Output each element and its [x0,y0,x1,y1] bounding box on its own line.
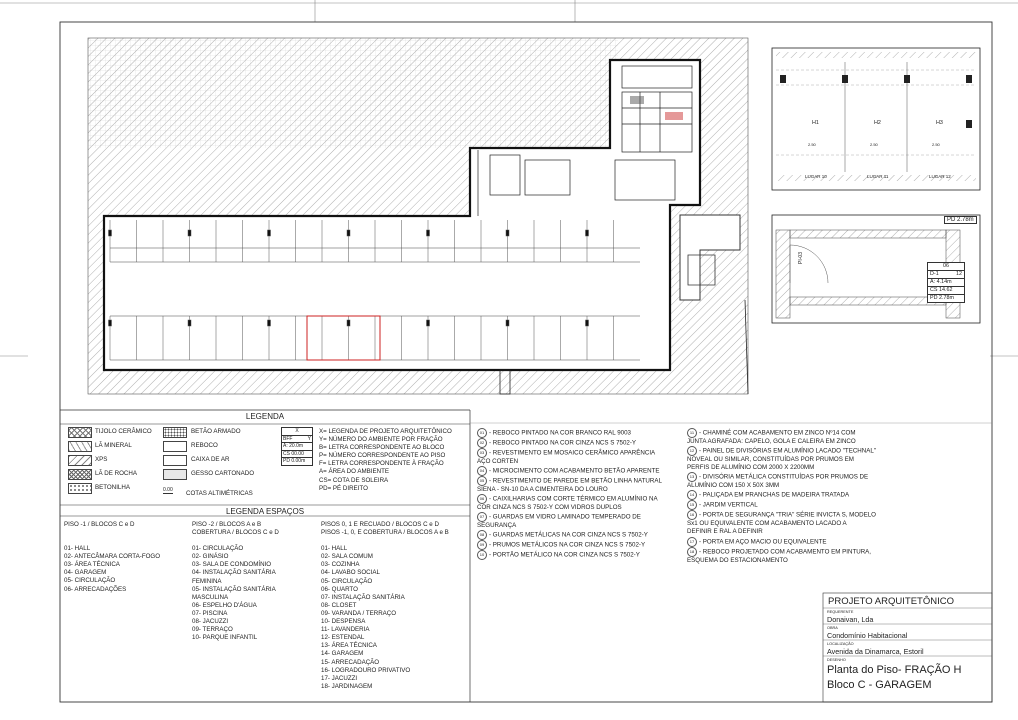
finish-number-icon: 02 [477,438,487,448]
finish-text: - PRUMOS METÁLICOS NA COR CINZA NCS S 7502-Y [489,542,646,550]
finish-text: - CHAMINÉ COM ACABAMENTO EM ZINCO Nº14 COM [699,429,856,437]
tag-b: BFF [283,435,293,442]
space-item: 05- CIRCULAÇÃO [64,577,116,585]
material-label-5: BETÃO ARMADO [191,428,241,435]
tag-cs: CS 00.00 [282,451,312,459]
finish-item [477,540,682,550]
definition-item: F= LETRA CORRESPONDENTE À FRAÇÃO [319,460,444,468]
finish-text: - JARDIM VERTICAL [699,502,758,510]
cota-value: 0.00 [163,487,173,493]
location-name: Avenida da Dinamarca, Estoril [827,647,924,656]
finish-number-icon: 06 [477,494,487,504]
swatch-xps [68,455,92,466]
spot-label-h3: H3 [936,120,943,126]
finish-text-cont: ALUMÍNIO COM 150 X 50X 3MM [687,482,780,490]
space-item: 01- CIRCULAÇÃO [192,545,244,553]
space-item: 15- ARRECADAÇÃO [321,658,380,666]
space-item: 03- SALA DE CONDOMÍNIO [192,561,272,569]
column-mark [188,320,191,326]
finish-text-cont: DEFINIR E RAL A DEFINIR [687,528,763,536]
column-mark [109,230,112,236]
tag-a: A: 20.0m [282,443,312,451]
finish-item [687,428,887,438]
column-mark [586,320,589,326]
finish-item [477,494,682,504]
space-item: 03- COZINHA [321,561,360,569]
definition-item: P= NÚMERO CORRESPONDENTE AO PISO [319,452,446,460]
space-item: 18- JARDINAGEM [321,682,373,690]
space-item: 01- HALL [321,545,348,553]
material-label-7: CAIXA DE AR [191,456,230,463]
space-item: 08- CLOSET [321,601,357,609]
finish-item [477,438,682,448]
finish-item [687,547,887,557]
definition-item: CS= COTA DE SOLEIRA [319,476,389,484]
finish-number-icon: 15 [687,500,697,510]
material-label-2: XPS [95,456,108,463]
finish-number-icon: 03 [477,448,487,458]
definition-item: X= LEGENDA DE PROJETO ARQUITETÔNICO [319,428,452,435]
label-work: OBRA [827,626,838,630]
finish-text: - MICROCIMENTO COM ACABAMENTO BETÃO APARENTE [489,467,660,475]
pd-tag-top: PD 2.78m [944,216,977,224]
material-label-6: REBOCO [191,442,218,449]
door-tag: PI-03 [797,252,804,264]
space-item: 08- JACUZZI [192,618,229,626]
space-item: 16- LOGRADOURO PRIVATIVO [321,666,411,674]
finish-text: - REBOCO PINTADO NA COR BRANCO RAL 9003 [489,429,631,437]
finish-item [477,476,682,486]
swatch-betonilha [68,483,92,494]
finish-text-cont: SIENA - SN-10 DA A CIMENTEIRA DO LOURO [477,486,608,494]
finish-number-icon: 08 [477,530,487,540]
finish-text-cont: SEGURANÇA [477,522,517,530]
swatch-tijolo [68,427,92,438]
finish-text: - PORTÃO METÁLICO NA COR CINZA NCS S 7502-Y [489,552,640,560]
column-mark [427,230,430,236]
finish-text: - REVESTIMENTO DE PAREDE EM BETÃO LINHA NATURAL [489,477,662,485]
space-item: 10- DESPENSA [321,618,366,626]
space-item: 13- ÁREA TÉCNICA [321,642,377,650]
finish-number-icon: 04 [477,466,487,476]
space-item: 06- ARRECADAÇÕES [64,585,127,593]
finish-number-icon: 18 [687,547,697,557]
finish-text: - CAIXILHARIAS COM CORTE TÉRMICO EM ALUMÍNIO NA [489,495,658,503]
space-item: MASCULINA [192,593,229,601]
spaces-col-heading: PISOS -1, 0, E COBERTURA / BLOCOS A e B [321,529,449,537]
column-mark [347,230,350,236]
finish-text: - PAINEL DE DIVISÓRIAS EM ALUMÍNIO LACADO "TECHNAL" [699,447,876,455]
column-mark [347,320,350,326]
room-tag-area: A: 4.14m [928,279,964,287]
spaces-col-heading: PISO -1 / BLOCOS C e D [64,521,135,528]
finish-item [477,530,682,540]
swatch-la-mineral [68,441,92,452]
space-item: FEMININA [192,577,222,585]
client-name: Donaivan, Lda [827,615,874,624]
finish-text: - GUARDAS EM VIDRO LAMINADO TEMPERADO DE [489,513,641,521]
definition-item: Y= NÚMERO DO AMBIENTE POR FRAÇÃO [319,436,443,444]
definition-item: A= ÁREA DO AMBIENTE [319,468,389,476]
finish-number-icon: 10 [477,550,487,560]
spaces-col-heading: PISOS 0, 1 E RECUADO / BLOCOS C e D [321,521,439,528]
label-client: REQUERENTE [827,610,854,614]
finishes-list-b [687,428,887,565]
room-tag-row1: D-1 [930,271,939,277]
space-item: 04- LAVABO SOCIAL [321,569,380,577]
spot-label-h1: H1 [812,120,819,126]
material-label-0: TIJOLO CERÂMICO [95,428,152,435]
finish-text: - DIVISÓRIA METÁLICA CONSTITUÍDAS POR PRUMOS DE [699,473,869,481]
room-tag-num: 06 [928,263,964,271]
finish-text: - REVESTIMENTO EM MOSAICO CERÂMICO APARÊNCIA [489,449,656,457]
finish-text-cont: NOVEAL OU SIMILAR, CONSTITUÍDAS POR PRUMOS EM [687,456,854,464]
material-label-4: BETONILHA [95,484,130,491]
swatch-betao [163,427,187,438]
tag-x: X [282,428,312,436]
finish-item [687,537,887,547]
space-item: 06- ESPELHO D'ÁGUA [192,601,257,609]
spot-dim-2: 2.50 [870,142,878,147]
room-tag [927,262,965,303]
finish-item [477,550,682,560]
finish-item [477,448,682,458]
spot-dim-1: 2.50 [808,142,816,147]
swatch-reboco [163,441,187,452]
column-mark [506,230,509,236]
space-item: 02- ANTECÂMARA CORTA-FOGO [64,553,161,561]
space-item: 02- GINÁSIO [192,553,229,561]
finish-item [687,446,887,456]
swatch-caixa-ar [163,455,187,466]
space-item: 10- PARQUE INFANTIL [192,634,258,642]
finish-number-icon: 09 [477,540,487,550]
room-tag-cs: CS 14.62 [928,287,964,295]
finish-number-icon: 01 [477,428,487,438]
material-label-8: GESSO CARTONADO [191,470,255,477]
column-mark [586,230,589,236]
spot-label-h2: H2 [874,120,881,126]
finish-item [477,512,682,522]
column-mark [268,320,271,326]
tag-y: Y [307,435,311,442]
definitions-list [319,428,452,493]
room-tag-pd: PD 2.78m [930,295,954,301]
place-label-10: LUGAR 10 [805,174,827,179]
space-item: 05- CIRCULAÇÃO [321,577,373,585]
spaces-col-heading: PISO -2 / BLOCOS A e B [192,521,262,528]
spaces-col-1 [64,521,184,594]
space-item: 03- ÁREA TÉCNICA [64,561,120,569]
finish-text: - PALIÇADA EM PRANCHAS DE MADEIRA TRATADA [699,492,850,500]
finish-item [687,472,887,482]
finish-text-cont: Sx1 OU EQUIVALENTE COM ACABAMENTO LACADO A [687,520,847,528]
column-mark [188,230,191,236]
finish-text: - PORTA DE SEGURANÇA "TRIA" SÉRIE INVICTA S, MODELO [699,512,876,520]
spaces-col-2 [192,521,312,642]
finish-number-icon: 17 [687,537,697,547]
material-label-3: LÃ DE ROCHA [95,470,137,477]
place-label-11: LUGAR 11 [867,174,889,179]
finish-text-cont: ESQUEMA DO ESTACIONAMENTO [687,556,788,564]
definition-item: B= LETRA CORRESPONDENTE AO BLOCO [319,444,445,452]
column-mark [427,320,430,326]
space-item: 07- PISCINA [192,609,228,617]
column-mark [109,320,112,326]
label-drawing: DESENHO [827,658,846,662]
spaces-col-heading: COBERTURA / BLOCOS C e D [192,529,279,537]
finish-item [687,490,887,500]
finish-text: - REBOCO PROJETADO COM ACABAMENTO EM PINTURA, [699,548,872,556]
spaces-title: LEGENDA ESPAÇOS [225,507,305,516]
finish-item [687,510,887,520]
column-mark [268,230,271,236]
titleblock-title: PROJETO ARQUITETÔNICO [828,596,954,607]
finish-number-icon: 14 [687,490,697,500]
spaces-col-3 [321,521,469,691]
work-name: Condomínio Habitacional [827,631,908,640]
column-mark [506,320,509,326]
space-item: 09- VARANDA / TERRAÇO [321,609,397,617]
space-item: 04- INSTALAÇÃO SANITÁRIA [192,569,276,577]
finish-number-icon: 13 [687,472,697,482]
label-location: LOCALIZAÇÃO [827,642,854,646]
finish-text: - REBOCO PINTADO NA COR CINZA NCS S 7502-Y [489,439,637,447]
space-item: 09- TERRAÇO [192,626,233,634]
drawing-title-2: Bloco C - GARAGEM [827,679,932,691]
finish-number-icon: 07 [477,512,487,522]
finish-item [477,466,682,476]
tag-explain-box [281,427,313,466]
finish-text-cont: JUNTA AGRAFADA: CAPELO, GOLA E CALEIRA EM ZINCO [687,438,856,445]
space-item: 12- ESTENDAL [321,634,365,642]
finishes-list-a [477,428,682,560]
finish-text-cont: PERFIS DE ALUMÍNIO COM 2000 X 2200MM [687,464,815,472]
legend-title: LEGENDA [245,412,285,421]
space-item: 11- LAVANDERIA [321,626,370,634]
space-item: 06- QUARTO [321,585,358,593]
space-item: 02- SALA COMUM [321,553,373,561]
space-item: 07- INSTALAÇÃO SANITÁRIA [321,593,405,601]
swatch-la-rocha [68,469,92,480]
finish-number-icon: 11 [687,428,697,438]
finish-number-icon: 16 [687,510,697,520]
space-item: 17- JACUZZI [321,674,358,682]
swatch-gesso [163,469,187,480]
definition-item: PD= PÉ DIREITO [319,484,368,492]
room-tag-row1b: 12 [956,271,962,277]
space-item: 14- GARAGEM [321,650,364,658]
drawing-title-1: Planta do Piso- FRAÇÃO H [827,664,962,676]
finish-text: - PORTA EM AÇO MACIO OU EQUIVALENTE [699,538,827,546]
place-label-12: LUGAR 12 [929,174,951,179]
finish-text-cont: AÇO CORTEN [477,458,519,465]
spaces-col-heading [64,529,184,537]
space-item: 01- HALL [64,545,91,553]
material-label-9: COTAS ALTIMÉTRICAS [186,490,253,497]
spot-dim-3: 2.50 [932,142,940,147]
finish-text: - GUARDAS METÁLICAS NA COR CINZA NCS S 7502-Y [489,532,648,540]
finish-number-icon: 12 [687,446,697,456]
material-label-1: LÃ MINERAL [95,442,132,449]
space-item: 05- INSTALAÇÃO SANITÁRIA [192,585,276,593]
space-item: 04- GARAGEM [64,569,107,577]
finish-text-cont: COR CINZA NCS S 7502-Y COM VIDROS DUPLOS [477,504,622,512]
finish-number-icon: 05 [477,476,487,486]
finish-item [477,428,682,438]
finish-item [687,500,887,510]
tag-pd: PD 0.00m [283,458,306,464]
